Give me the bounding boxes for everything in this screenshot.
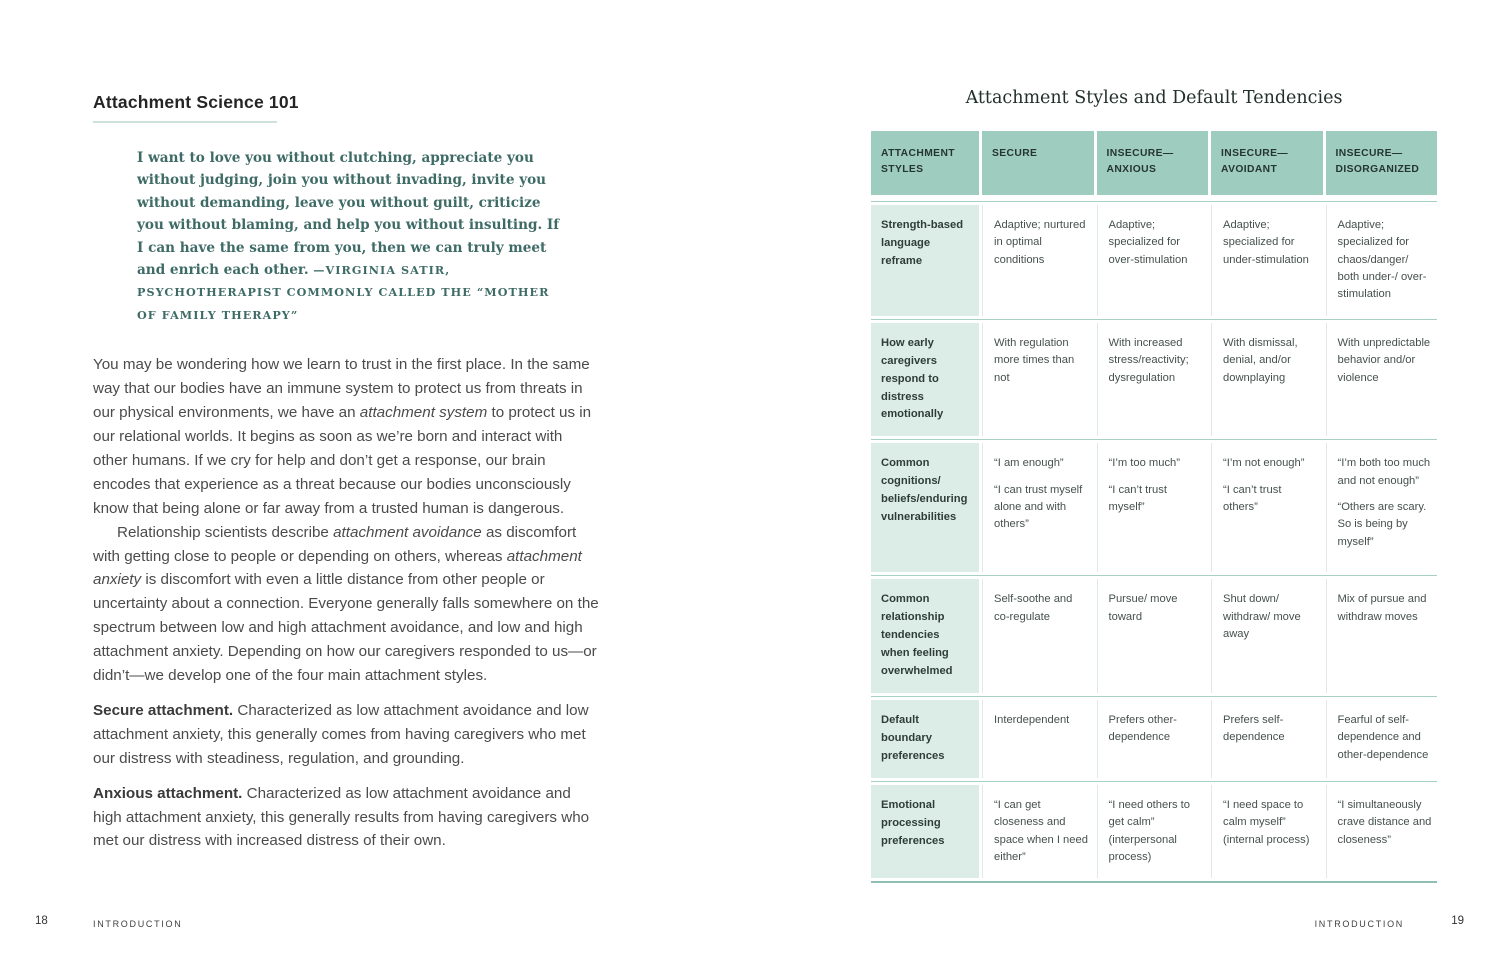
table-cell [982, 323, 1094, 437]
cell-text: Adaptive; nurtured in optimal conditions [994, 219, 1086, 266]
table-row [871, 781, 1437, 881]
table-row [871, 439, 1437, 575]
table-cell [982, 579, 1094, 693]
table-row [871, 575, 1437, 696]
cell-text: “I am enough” [994, 457, 1064, 470]
left-running-head: INTRODUCTION [93, 919, 183, 929]
quote-attribution: —VIRGINIA SATIR, PSYCHOTHERAPIST COMMONLY CALLED THE “MOTHER OF FAMILY THERAPY” [137, 263, 550, 322]
heading-underline [93, 121, 277, 123]
cell-text: “I’m too much” [1108, 457, 1180, 470]
table-title: Attachment Styles and Default Tendencies [965, 88, 1343, 108]
table-cell [1326, 700, 1438, 778]
cell-text: “Others are scary. So is being by myself” [1337, 501, 1427, 548]
table-cell [1211, 700, 1323, 778]
cell-text: Mix of pursue and withdraw moves [1337, 593, 1427, 623]
cell-text: Shut down/ withdraw/ move away [1223, 593, 1301, 641]
table-cell [1097, 700, 1209, 778]
cell-text: Pursue/ move toward [1108, 593, 1178, 623]
row-label: Default boundary preferences [871, 700, 979, 778]
table-cell [1211, 205, 1323, 316]
cell-text: “I can’t trust myself” [1108, 483, 1167, 514]
attachment-styles-table [871, 131, 1437, 883]
cell-text: “I need space to calm myself” (internal process) [1223, 798, 1310, 846]
cell-text: With dismissal, denial, and/or downplaying [1223, 336, 1298, 384]
table-cell [1211, 443, 1323, 572]
row-label: Common cognitions/ beliefs/enduring vulnerabilities [871, 443, 979, 572]
cell-text: Interdependent [994, 714, 1070, 727]
cell-text: “I can get closeness and space when I need either” [994, 798, 1088, 863]
table-cell [1097, 205, 1209, 316]
row-label: How early caregivers respond to distress emotionally [871, 323, 979, 437]
cell-text: “I can’t trust others” [1223, 483, 1282, 514]
table-cell [982, 700, 1094, 778]
column-header: INSECURE—ANXIOUS [1097, 131, 1209, 195]
table-cell [1211, 785, 1323, 878]
body-text [93, 353, 601, 853]
pull-quote [137, 147, 561, 326]
left-page-number: 18 [35, 915, 48, 927]
cell-text: Prefers other-dependence [1108, 714, 1177, 744]
body-paragraph-secure: Secure attachment. Characterized as low attachment avoidance and low attachment anxiety, this generally comes from having caregivers who met our distress with steadiness, regulation, and grounding. [93, 701, 589, 767]
cell-text: With unpredictable behavior and/or violence [1337, 336, 1431, 384]
table-cell [1326, 579, 1438, 693]
cell-text: “I can trust myself alone and with others” [994, 483, 1083, 531]
body-paragraph-anxious: Anxious attachment. Characterized as low attachment avoidance and high attachment anxiety, this generally results from having caregivers who met our distress with increased distress of their own. [93, 784, 590, 850]
section-heading: Attachment Science 101 [93, 92, 299, 112]
row-label: Strength-based language reframe [871, 205, 979, 316]
cell-text: “I simultaneously crave distance and closeness” [1337, 798, 1432, 846]
table-cell [1326, 323, 1438, 437]
table-cell [1326, 785, 1438, 878]
cell-text: “I’m both too much and not enough” [1337, 457, 1431, 487]
cell-text: Adaptive; specialized for chaos/danger/ both under-/ over-stimulation [1337, 219, 1427, 301]
cell-text: Fearful of self-dependence and other-dependence [1337, 714, 1429, 761]
cell-text: “I need others to get calm” (interpersonal process) [1108, 798, 1190, 863]
table-cell [982, 205, 1094, 316]
cell-text: “I’m not enough” [1223, 457, 1305, 470]
table-cell [1211, 323, 1323, 437]
table-row [871, 319, 1437, 440]
table-cell [1097, 443, 1209, 572]
row-label: Common relationship tendencies when feeling overwhelmed [871, 579, 979, 693]
table-header-row [871, 131, 1437, 195]
table-row [871, 201, 1437, 319]
table-cell [1326, 205, 1438, 316]
cell-text: Prefers self-dependence [1223, 714, 1285, 744]
table-cell [1097, 579, 1209, 693]
column-header: ATTACHMENT STYLES [871, 131, 979, 195]
cell-text: With increased stress/reactivity; dysregulation [1108, 336, 1189, 384]
column-header: INSECURE—AVOIDANT [1211, 131, 1323, 195]
column-header: SECURE [982, 131, 1094, 195]
table-row [871, 696, 1437, 781]
table-cell [982, 443, 1094, 572]
body-paragraph: You may be wondering how we learn to trust in the first place. In the same way that our bodies have an immune system to protect us from threats in our physical environments, we have an attachment system to protect us in our relational worlds. It begins as soon as we’re born and interact with other humans. If we cry for help and don’t get a response, our brain encodes that experience as a threat because our bodies unconsciously know that being alone or far away from a trusted human is dangerous. [93, 356, 592, 517]
table-cell [1097, 323, 1209, 437]
right-running-head: INTRODUCTION [1314, 919, 1404, 929]
left-page [93, 92, 601, 853]
cell-text: With regulation more times than not [994, 336, 1075, 384]
table-cell [1097, 785, 1209, 878]
table-cell [982, 785, 1094, 878]
cell-text: Adaptive; specialized for under-stimulation [1223, 219, 1309, 266]
row-label: Emotional processing preferences [871, 785, 979, 878]
body-paragraph: Relationship scientists describe attachment avoidance as discomfort with getting close to people or depending on others, whereas attachment anxiety is discomfort with even a little distance from other people or uncertainty about a connection. Everyone generally falls somewhere on the spectrum between low and high attachment avoidance, and low and high attachment anxiety. Depending on how our caregivers responded to us—or didn’t—we develop one of the four main attachment styles. [93, 523, 599, 685]
right-page-number: 19 [1451, 915, 1464, 927]
right-page [871, 88, 1437, 883]
column-header: INSECURE—DISORGANIZED [1326, 131, 1438, 195]
table-cell [1211, 579, 1323, 693]
quote-text: I want to love you without clutching, appreciate you without judging, join you without invading, invite you without demanding, leave you without guilt, criticize you without blaming, and help you without insulting. If I can have the same from you, then we can truly meet and enrich each other. [137, 150, 560, 279]
cell-text: Adaptive; specialized for over-stimulation [1108, 219, 1188, 266]
table-cell [1326, 443, 1438, 572]
cell-text: Self-soothe and co-regulate [994, 593, 1073, 623]
